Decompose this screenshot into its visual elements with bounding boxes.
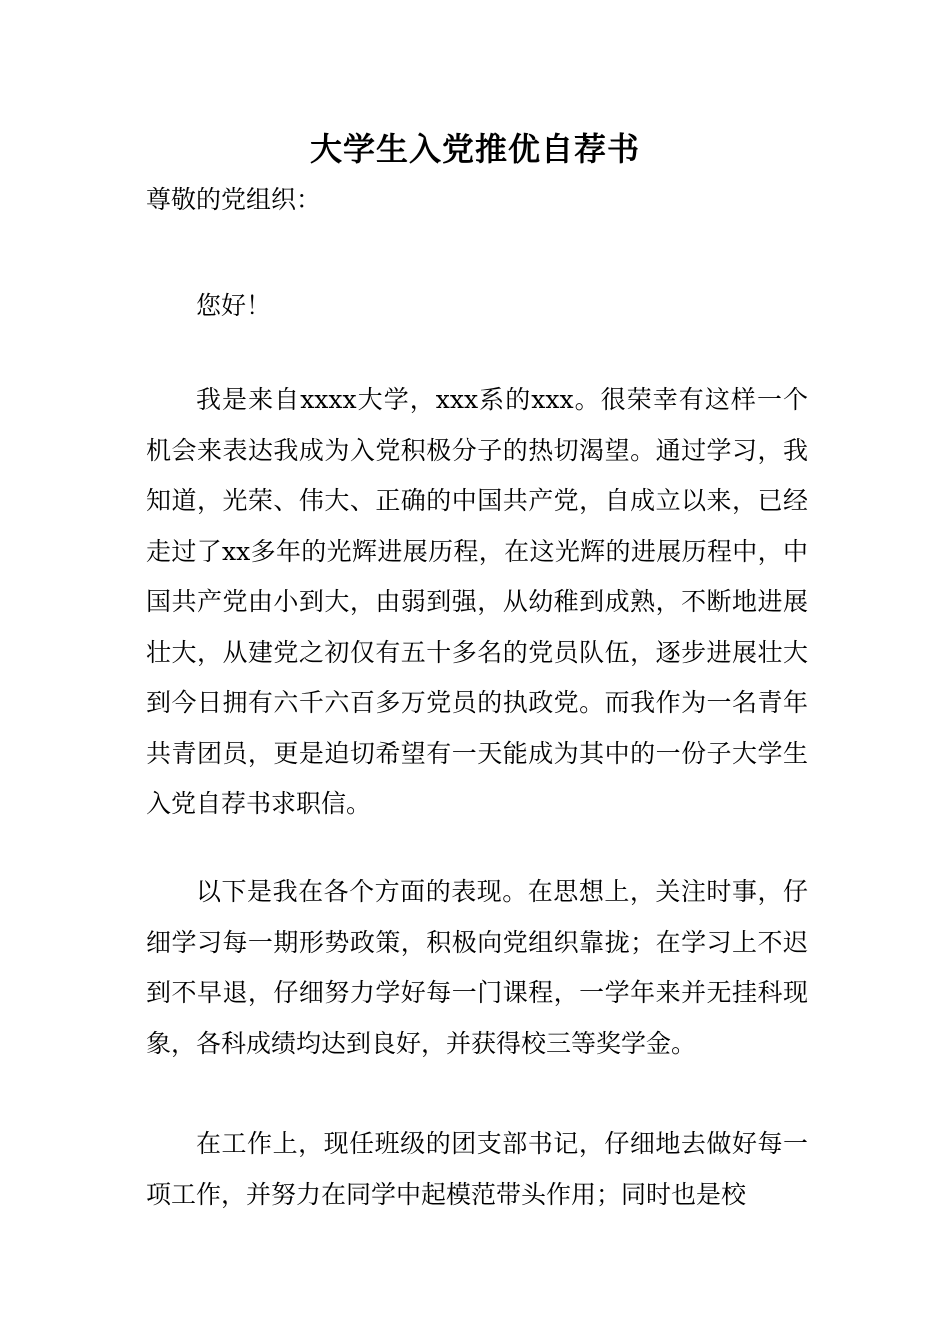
paragraph-work: 在工作上，现任班级的团支部书记，仔细地去做好每一项工作，并努力在同学中起模范带头作用；同时也是校	[146, 1129, 808, 1209]
greeting: 您好！	[196, 291, 272, 320]
paragraph-performance: 以下是我在各个方面的表现。在思想上，关注时事，仔细学习每一期形势政策，积极向党组织靠拢；在学习上不迟到不早退，仔细努力学好每一门课程，一学年来并无挂科现象，各科成绩均达到良好，并获得校三等奖学金。	[146, 877, 808, 1058]
paragraph-intro: 我是来自xxxx大学，xxx系的xxx。很荣幸有这样一个机会来表达我成为入党积极分子的热切渴望。通过学习，我知道，光荣、伟大、正确的中国共产党，自成立以来，已经走过了xx多年的光辉进展历程，在这光辉的进展历程中，中国共产党由小到大，由弱到强，从幼稚到成熟，不断地进展壮大，从建党之初仅有五十多名的党员队伍，逐步进展壮大到今日拥有六千六百多万党员的执政党。而我作为一名青年共青团员，更是迫切希望有一天能成为其中的一份子大学生入党自荐书求职信。	[146, 385, 808, 818]
salutation: 尊敬的党组织：	[146, 185, 322, 214]
document-title: 大学生入党推优自荐书	[309, 130, 640, 168]
